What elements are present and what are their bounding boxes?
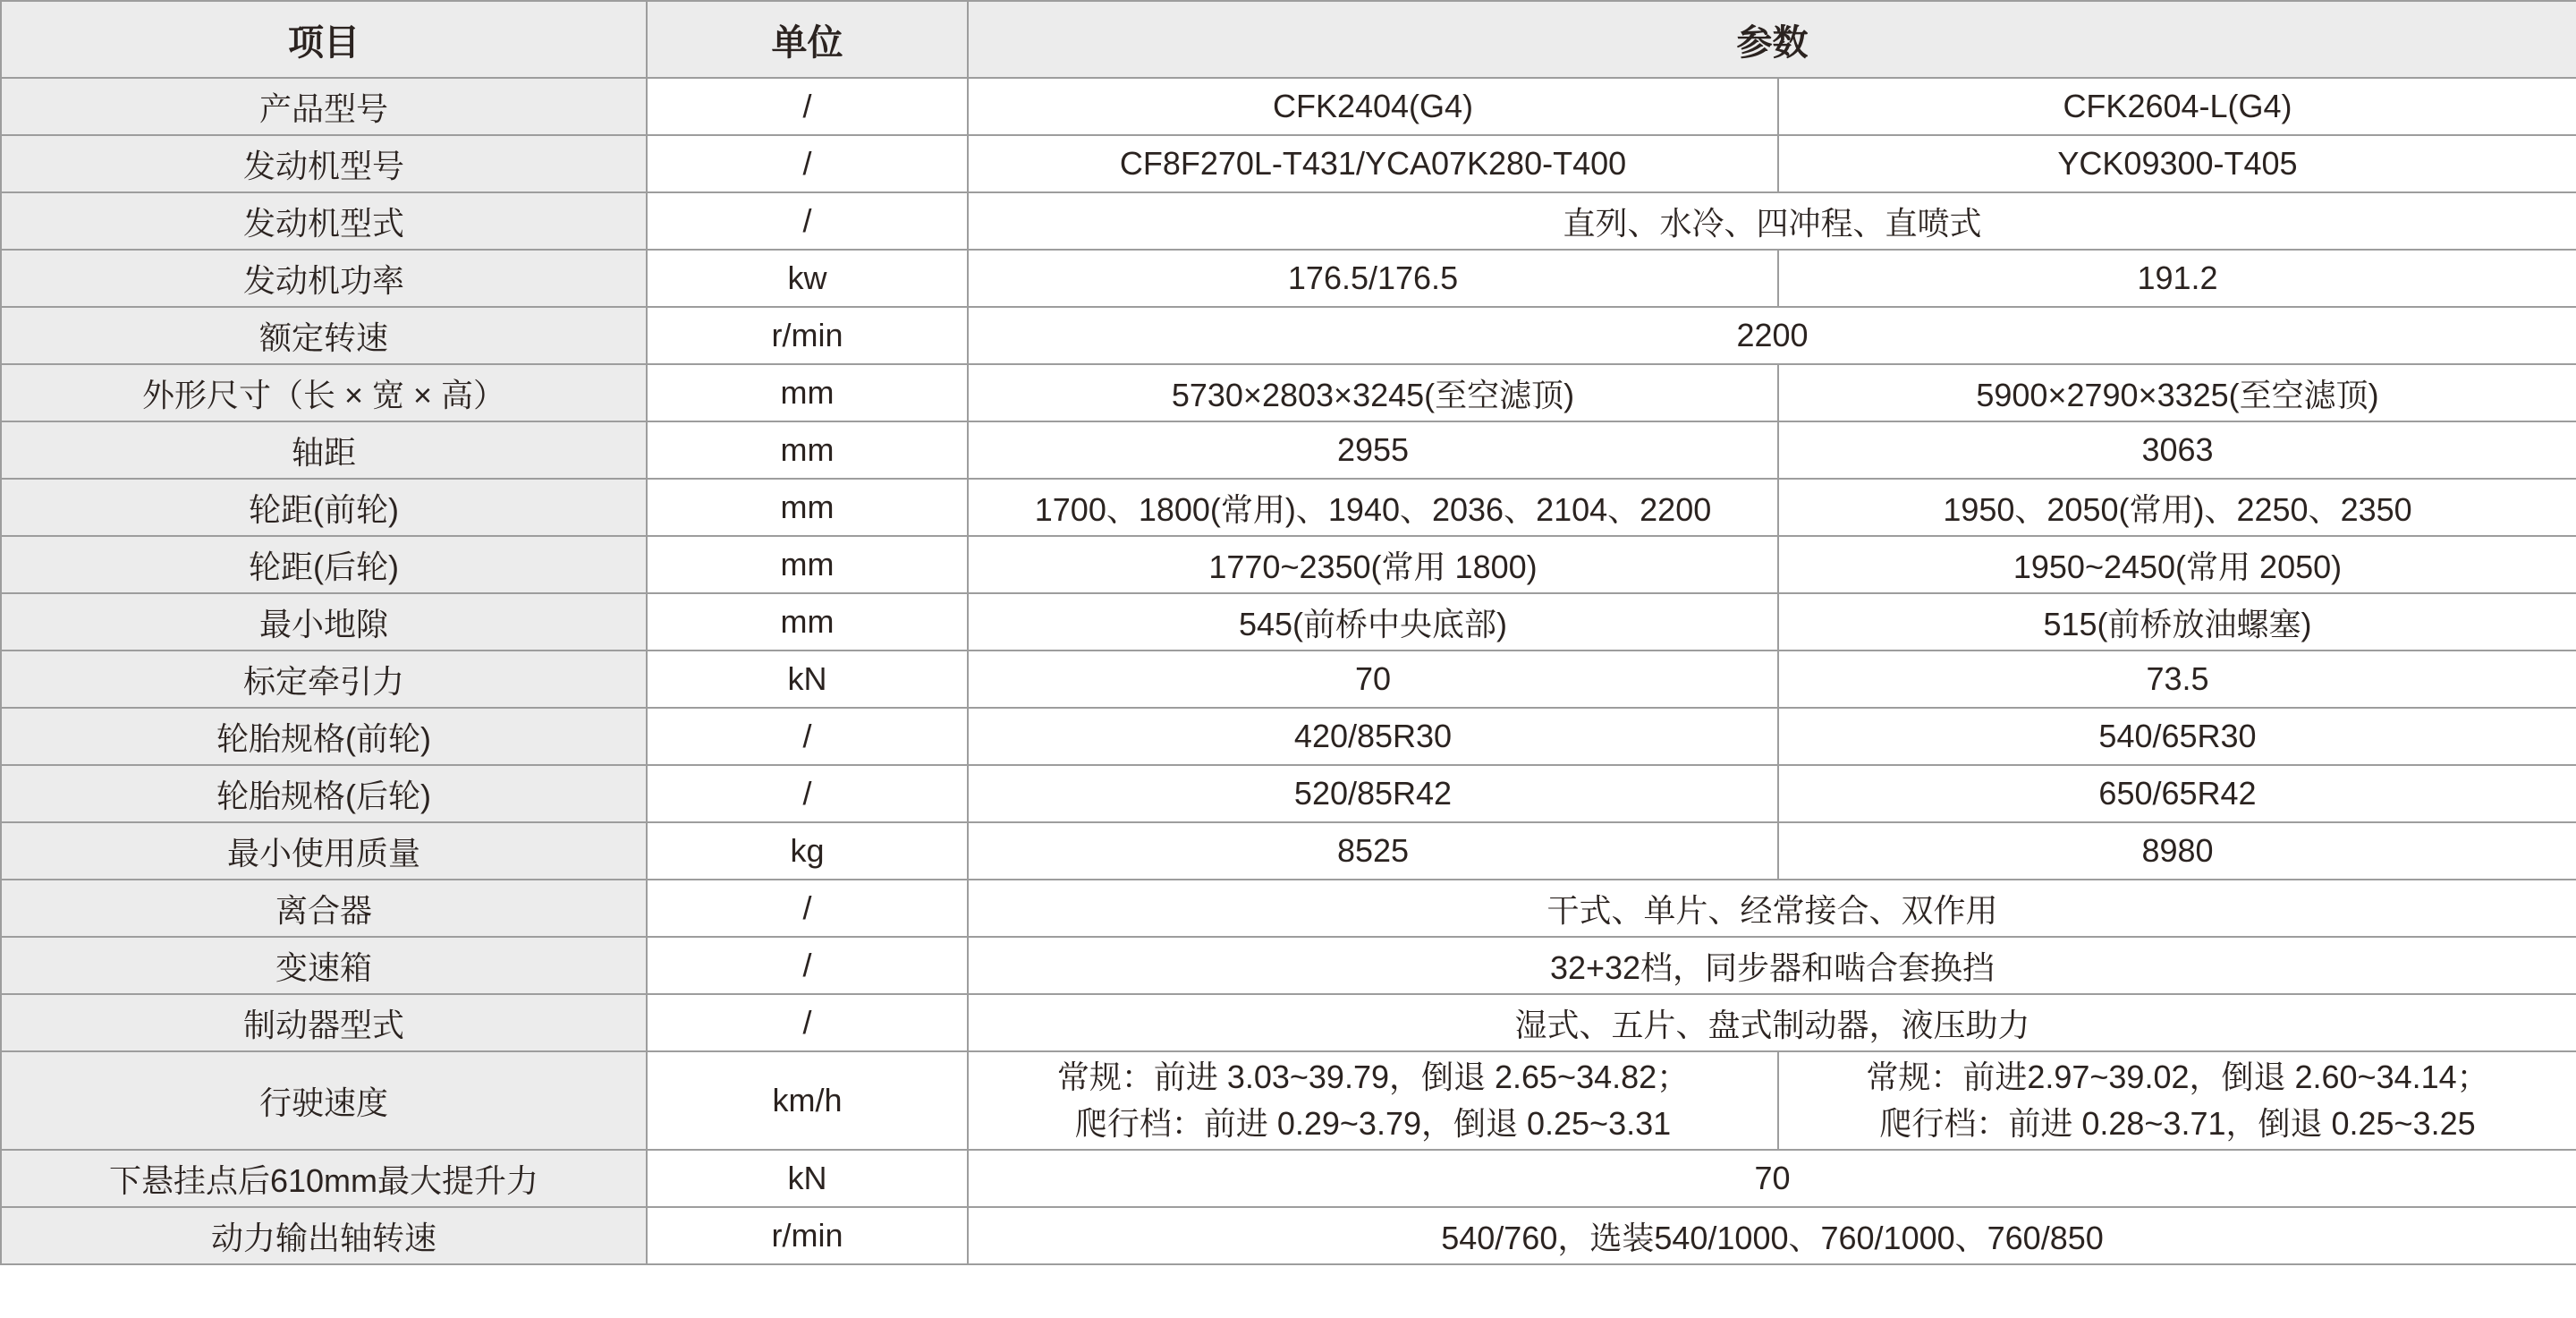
row-value-model-1: 70 [968,650,1778,708]
row-value-span: 湿式、五片、盘式制动器，液压助力 [968,994,2576,1051]
row-value-model-2: 1950、2050(常用)、2250、2350 [1778,479,2576,536]
row-unit: / [647,135,968,192]
table-row [1,250,2576,307]
row-value-model-2: CFK2604-L(G4) [1778,78,2576,135]
row-label: 发动机型号 [1,135,647,192]
table-row [1,135,2576,192]
row-value-model-2: 73.5 [1778,650,2576,708]
table-row [1,536,2576,593]
row-label: 离合器 [1,880,647,937]
row-unit: / [647,78,968,135]
row-unit: r/min [647,1207,968,1264]
row-label: 产品型号 [1,78,647,135]
row-unit: mm [647,593,968,650]
row-unit: kw [647,250,968,307]
row-value-model-1: 1770~2350(常用 1800) [968,536,1778,593]
table-row [1,78,2576,135]
row-unit: kN [647,1150,968,1207]
row-value-span: 32+32档，同步器和啮合套换挡 [968,937,2576,994]
row-label: 下悬挂点后610mm最大提升力 [1,1150,647,1207]
table-row [1,708,2576,765]
row-label: 发动机型式 [1,192,647,250]
row-unit: mm [647,536,968,593]
row-unit: mm [647,364,968,421]
row-value-model-2: YCK09300-T405 [1778,135,2576,192]
row-value-model-2: 191.2 [1778,250,2576,307]
row-value-span: 干式、单片、经常接合、双作用 [968,880,2576,937]
row-label: 标定牵引力 [1,650,647,708]
row-label: 最小使用质量 [1,822,647,880]
table-row [1,1051,2576,1150]
row-label: 行驶速度 [1,1051,647,1150]
table-row [1,1207,2576,1264]
row-unit: kg [647,822,968,880]
row-label: 动力输出轴转速 [1,1207,647,1264]
row-unit: / [647,937,968,994]
row-value-span: 70 [968,1150,2576,1207]
row-value-model-1: 545(前桥中央底部) [968,593,1778,650]
row-value-model-1: 1700、1800(常用)、1940、2036、2104、2200 [968,479,1778,536]
row-value-model-1: 2955 [968,421,1778,479]
row-label: 外形尺寸（长 × 宽 × 高） [1,364,647,421]
row-unit: r/min [647,307,968,364]
row-value-model-2: 8980 [1778,822,2576,880]
row-value-model-2: 650/65R42 [1778,765,2576,822]
row-unit: mm [647,421,968,479]
row-value-model-2: 1950~2450(常用 2050) [1778,536,2576,593]
row-value-span: 2200 [968,307,2576,364]
row-value-model-1: 常规：前进 3.03~39.79，倒退 2.65~34.82； 爬行档：前进 0.29~3.79，倒退 0.25~3.31 [968,1051,1778,1150]
table-row [1,479,2576,536]
row-unit: / [647,192,968,250]
table-row [1,765,2576,822]
header-row [1,1,2576,78]
row-label: 轴距 [1,421,647,479]
row-value-model-2: 常规：前进2.97~39.02，倒退 2.60~34.14； 爬行档：前进 0.28~3.71，倒退 0.25~3.25 [1778,1051,2576,1150]
row-value-model-2: 540/65R30 [1778,708,2576,765]
table-row [1,650,2576,708]
table-row [1,364,2576,421]
spec-table-body [1,78,2576,1264]
table-row [1,1150,2576,1207]
row-unit: / [647,994,968,1051]
row-value-span: 直列、水冷、四冲程、直喷式 [968,192,2576,250]
row-value-model-1: CF8F270L-T431/YCA07K280-T400 [968,135,1778,192]
row-value-model-2: 5900×2790×3325(至空滤顶) [1778,364,2576,421]
table-row [1,421,2576,479]
row-label: 发动机功率 [1,250,647,307]
row-unit: / [647,880,968,937]
row-label: 轮胎规格(后轮) [1,765,647,822]
row-unit: / [647,708,968,765]
row-value-model-1: 5730×2803×3245(至空滤顶) [968,364,1778,421]
table-row [1,880,2576,937]
spec-table-header [1,1,2576,78]
row-value-span: 540/760，选装540/1000、760/1000、760/850 [968,1207,2576,1264]
row-unit: mm [647,479,968,536]
row-unit: / [647,765,968,822]
row-label: 轮距(后轮) [1,536,647,593]
row-unit: kN [647,650,968,708]
row-value-model-2: 3063 [1778,421,2576,479]
row-value-model-1: 176.5/176.5 [968,250,1778,307]
row-label: 轮距(前轮) [1,479,647,536]
header-item: 项目 [1,1,647,78]
table-row [1,937,2576,994]
table-row [1,994,2576,1051]
header-unit: 单位 [647,1,968,78]
table-row [1,307,2576,364]
row-value-model-1: 8525 [968,822,1778,880]
table-row [1,593,2576,650]
row-label: 额定转速 [1,307,647,364]
row-value-model-1: CFK2404(G4) [968,78,1778,135]
row-value-model-1: 520/85R42 [968,765,1778,822]
table-row [1,822,2576,880]
row-unit: km/h [647,1051,968,1150]
row-label: 制动器型式 [1,994,647,1051]
row-label: 变速箱 [1,937,647,994]
row-value-model-2: 515(前桥放油螺塞) [1778,593,2576,650]
row-label: 最小地隙 [1,593,647,650]
header-param: 参数 [968,1,2576,78]
row-value-model-1: 420/85R30 [968,708,1778,765]
row-label: 轮胎规格(前轮) [1,708,647,765]
table-row [1,192,2576,250]
